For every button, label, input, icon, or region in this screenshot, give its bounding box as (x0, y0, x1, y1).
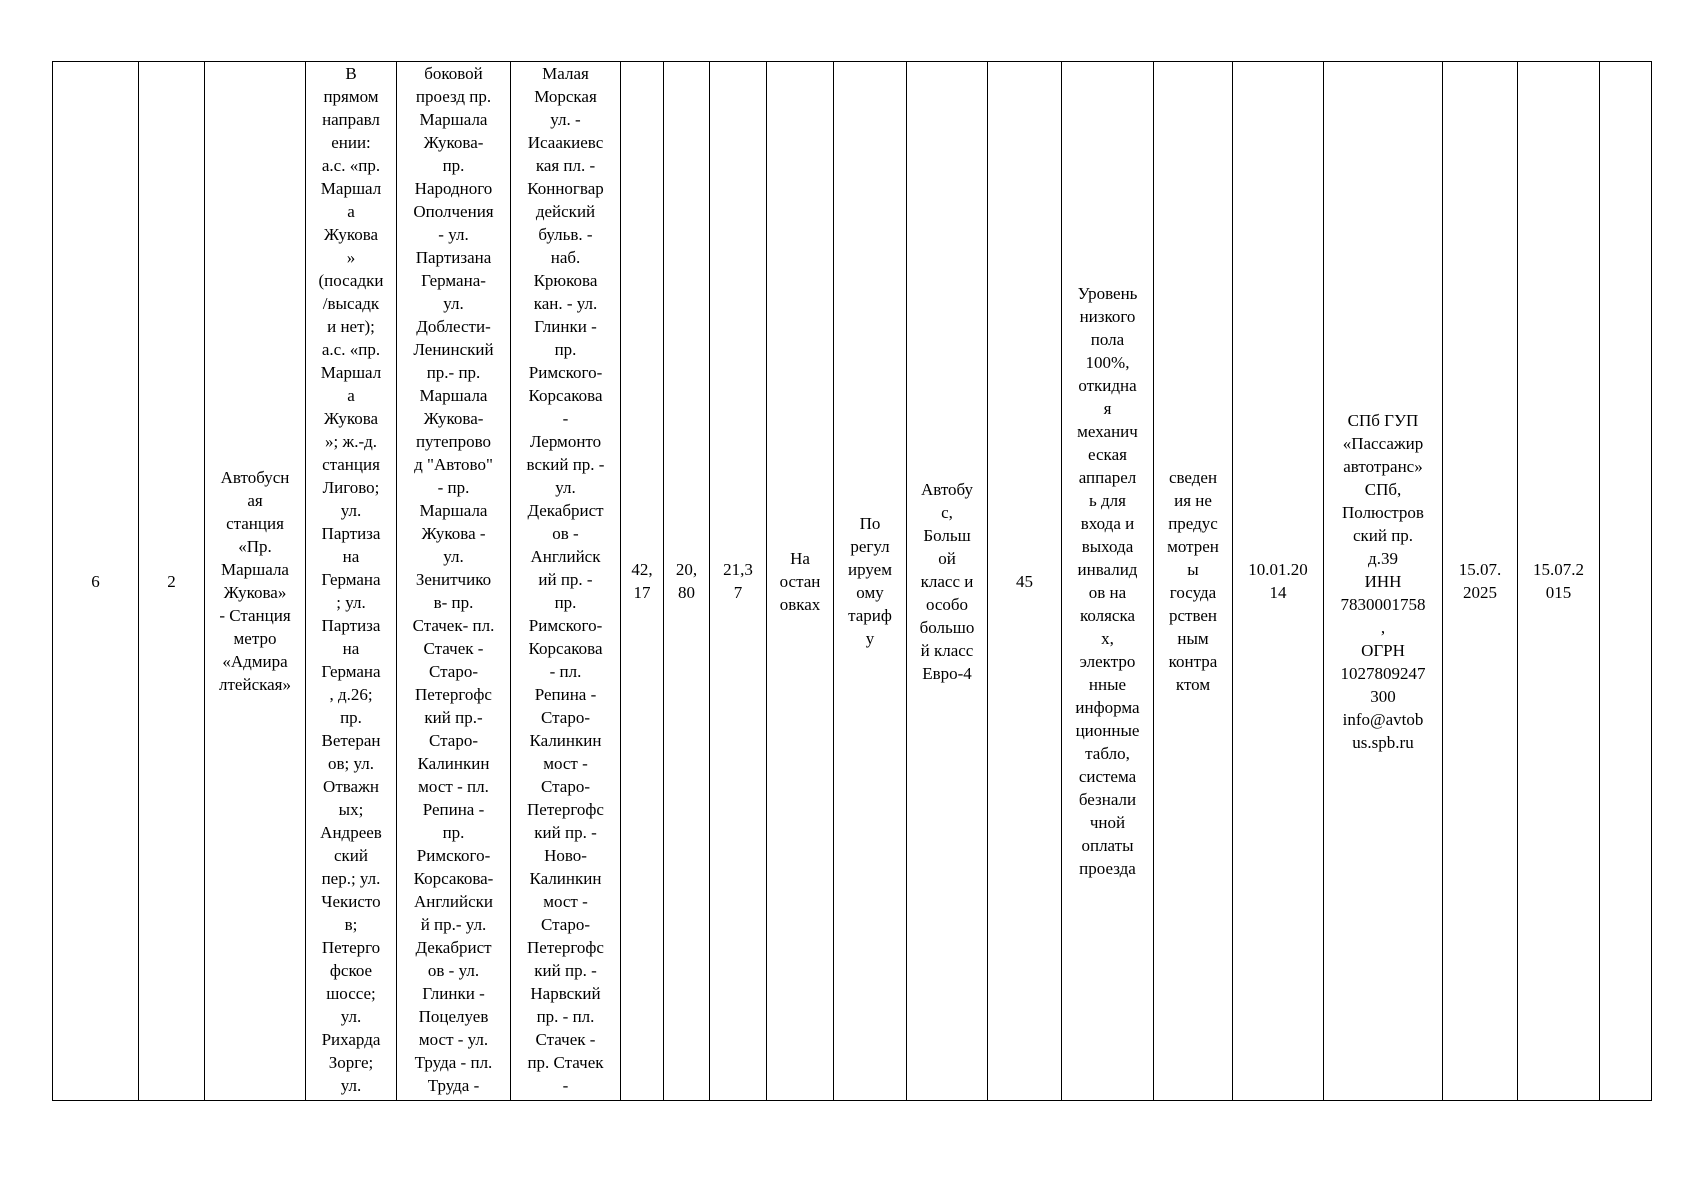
cell-date-a (1443, 62, 1518, 1101)
cell-route-path-reverse-text: Малая Морская ул. - Исаакиевс кая пл. - Конногвар дейский бульв. - наб. Крюкова кан. - ул. Глинки - пр. Римского- Корсакова - Лермонто вский пр. - ул. Декабрист ов - Английск ий пр. - пр. Римского- Корсакова - пл. Репина - Старо- Калинкин мост - Старо- Петергофс кий пр. - Ново- Калинкин мост - Старо- Петергофс кий пр. - Нарвский пр. - пл. Стачек - пр. Стачек - (526, 64, 605, 1095)
route-registry-table (52, 61, 1652, 1101)
cell-length-forward (621, 62, 664, 1101)
cell-carrier (1324, 62, 1443, 1101)
cell-vehicle-features (1062, 62, 1154, 1101)
cell-vehicle-features-text: Уровень низкого пола 100%, откидна я механич еская аппарел ь для входа и выхода инвалид ов на коляска х, электро нные информа ционные табло, система безнали чной оплаты проезда (1075, 284, 1140, 878)
cell-route-name (205, 62, 306, 1101)
cell-length-reverse (664, 62, 710, 1101)
cell-date-b-text: 15.07.2 015 (1533, 560, 1584, 602)
cell-route-path-forward (397, 62, 511, 1101)
cell-start-date (1233, 62, 1324, 1101)
cell-vehicle-count-text: 45 (1016, 571, 1033, 591)
cell-vehicle-type-text: Автобу с, Больш ой класс и особо большо й класс Евро-4 (919, 479, 975, 683)
cell-stops-text: В прямом направл ении: а.с. «пр. Маршал а Жукова » (посадки /высадк и нет); а.с. «пр. Маршал а Жукова »; ж.-д. станция Лигово; ул. Партиза на Германа ; ул. Партиза на Германа , д.26; пр. Ветеран ов; ул. Отважн ых; Андреев ский пер.; ул. Чекисто в; Петерго фское шоссе; ул. Рихарда Зорге; ул. (318, 64, 384, 1095)
table-row (53, 62, 1652, 1101)
cell-carrier-text: СПб ГУП «Пассажир автотранс» СПб, Полюстров ский пр. д.39 ИНН 7830001758 , ОГРН 1027809247 300 info@avtob us.spb.ru (1340, 410, 1426, 752)
cell-start-date-text: 10.01.20 14 (1248, 560, 1308, 602)
cell-vehicle-type (907, 62, 988, 1101)
cell-date-a-text: 15.07. 2025 (1458, 560, 1502, 602)
cell-vehicle-count (988, 62, 1062, 1101)
cell-fare-type-text: По регул ируем ому тариф у (848, 514, 892, 648)
cell-route-number-text: 2 (167, 571, 176, 591)
cell-boarding-procedure-text: На остан овках (779, 548, 821, 614)
cell-fare-type (834, 62, 907, 1101)
cell-length-reverse-text: 20, 80 (675, 560, 698, 602)
cell-sequence-number (53, 62, 139, 1101)
cell-route-name-text: Автобусн ая станция «Пр. Маршала Жукова» - Станция метро «Адмира лтейская» (219, 468, 291, 694)
cell-length-total (710, 62, 767, 1101)
cell-date-b (1518, 62, 1600, 1101)
cell-contract-info-text: сведен ия не предус мотрен ы госуда рствен ным контра ктом (1167, 468, 1219, 694)
cell-length-forward-text: 42, 17 (631, 560, 653, 602)
cell-length-total-text: 21,3 7 (723, 560, 753, 602)
cell-sequence-number-text: 6 (91, 571, 100, 591)
cell-route-path-forward-text: боковой проезд пр. Маршала Жукова- пр. Народного Ополчения - ул. Партизана Германа- ул. Доблести- Ленинский пр.- пр. Маршала Жукова- путепрово д "Автово" - пр. Маршала Жукова - ул. Зенитчико в- пр. Стачек- пл. Стачек - Старо- Петергофс кий пр.- Старо- Калинкин мост - пл. Репина - пр. Римского- Корсакова- Английски й пр.- ул. Декабрист ов - ул. Глинки - Поцелуев мост - ул. Труда - пл. Труда - (412, 64, 495, 1095)
cell-route-number (139, 62, 205, 1101)
cell-stops (306, 62, 397, 1101)
cell-empty (1600, 62, 1652, 1101)
cell-contract-info (1154, 62, 1233, 1101)
cell-boarding-procedure (767, 62, 834, 1101)
cell-route-path-reverse (511, 62, 621, 1101)
